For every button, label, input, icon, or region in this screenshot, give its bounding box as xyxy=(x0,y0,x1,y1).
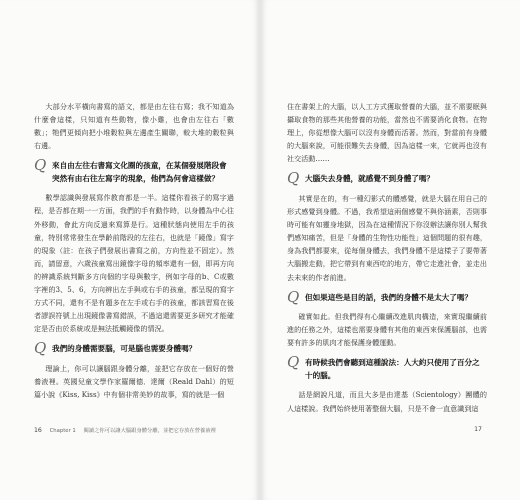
question-heading xyxy=(34,339,234,358)
question-heading xyxy=(34,156,234,185)
question-text: 我們的身體需要腦，可是腦也需要身體嗎？ xyxy=(52,344,197,354)
chapter-label: Chapter 1 xyxy=(49,428,76,434)
question-text: 來自由左往右書寫文化圈的孩童，在某個發展階段會突然有由右往左寫字的現象，他們為何會這樣做？ xyxy=(52,161,227,183)
question-text: 大腦失去身體，就感覺不到身體了嗎？ xyxy=(305,174,435,184)
question-text: 有時候我們會聽到這種說法：人大約只使用了百分之十的腦。 xyxy=(305,358,480,380)
left-footer xyxy=(34,426,216,434)
answer-paragraph: 話是網說凡道，而且大多是由達基（Scientology）團體的人這樣說。我們始終使用著整個大腦，只是不會一直意識到這 xyxy=(287,390,487,413)
question-mark-icon: Q xyxy=(287,169,300,188)
answer-paragraph: 確實如此。但我們得有心繼續改進肌肉構造，來實現繼續前進的任務之外，這樣也需要身體有其他的東西來保護腦部，也需要有許多的肌肉才能保護身體運動。 xyxy=(287,312,487,348)
question-mark-icon: Q xyxy=(34,156,47,175)
answer-paragraph: 其實是在的，有一種幻影式的體感覺，就是大腦在用自己的形式感覺到身體。不過，我希望這兩個感覺不與你涵素，否則事時可能有如靈身地獄，因為在這種情況下你沒辦法讓你別人幫我們感知痛苦，但是「身體的生物性功能性」這個問題的很有趣，身為我們都要來，從每個身體去，我們身體不是這樣子了要帶著大腦搬走動，把它帶到有東西吃的地方，帶它走進社會，並走出去未來的作者前進。 xyxy=(287,193,487,282)
question-heading xyxy=(287,287,487,306)
left-text-column xyxy=(34,100,234,401)
question-mark-icon: Q xyxy=(34,339,47,358)
right-intro-paragraph: 住在書架上的大腦，以人工方式獲取營養的大腦，並不需要眠與攝取食物的那些其他營養的功能，當然也不需要消化食物。在物理上，你從想像大腦可以沒有身體而活著。然而，對當前有身體的大腦來說，可能很難失去身體，因為這樣一來，它就再也沒有社交活動…… xyxy=(287,102,487,164)
page-number: 17 xyxy=(474,426,482,433)
left-page xyxy=(0,0,259,500)
page-number: 16 xyxy=(34,427,42,434)
question-mark-icon: Q xyxy=(287,353,300,372)
question-heading xyxy=(287,169,487,188)
answer-paragraph: 數學認識與發展寫作教育都是一半。這樣你看孩子的寫字過程，是否都在期一一方面，我們的手有動作時，以身體為中心往外移動，會此方向反過來寫算是行。這種狀態向使用左手的孩童，特別常常發生在學齡前階段的左往右，也就是「鏡像」寫字的現象（註：在孩子們發展出書寫之前，方向性並不固定）。然而，請留意，六歲孩童寫出鏡像字母的頻率還有一個，即再方向的辨識系統判斷多方向個的字母與數字，例如字母的b、C或數字裡的3、5、6，方向辨出左手與或右手的孩童，都呈現的寫字方式不同，還有不是有題多在左手或右手的孩童，都該習寫在後者謬誤符號上出現鏡像書寫錯誤，不過這還需要更多研究才能確定是否由於系統或是無法抵觸鏡像的情況。 xyxy=(34,193,234,334)
right-footer xyxy=(474,426,488,433)
question-heading xyxy=(287,353,487,382)
right-text-column xyxy=(287,100,487,415)
answer-paragraph: 理論上，你可以讓腦跟身體分離，並把它存放在一個好的營養液裡。英國兒童文學作家羅爾德．達爾（Reald Dahl）的短篇小說《Kiss, Kiss》中有個非常美妙的故事，寫的就是一個 xyxy=(34,363,234,400)
question-mark-icon: Q xyxy=(287,287,300,306)
right-page xyxy=(261,0,520,500)
left-intro-paragraph: 大部分水平橫向書寫的語文，都是由左往右寫；我不知道為什麼會這樣，只知道有些動物，像小雞，也會由左往右「數數」；牠們更傾向把小堆穀粒與左邊產生關聯，較大堆的穀粒與右邊。 xyxy=(34,102,234,151)
running-title: 閱讀之你可以讓大腦跟身體分離，並把它存放在營養液裡 xyxy=(83,428,216,434)
question-text: 但如果這些是目的話，我們的身體不是太大了嗎？ xyxy=(305,292,473,302)
